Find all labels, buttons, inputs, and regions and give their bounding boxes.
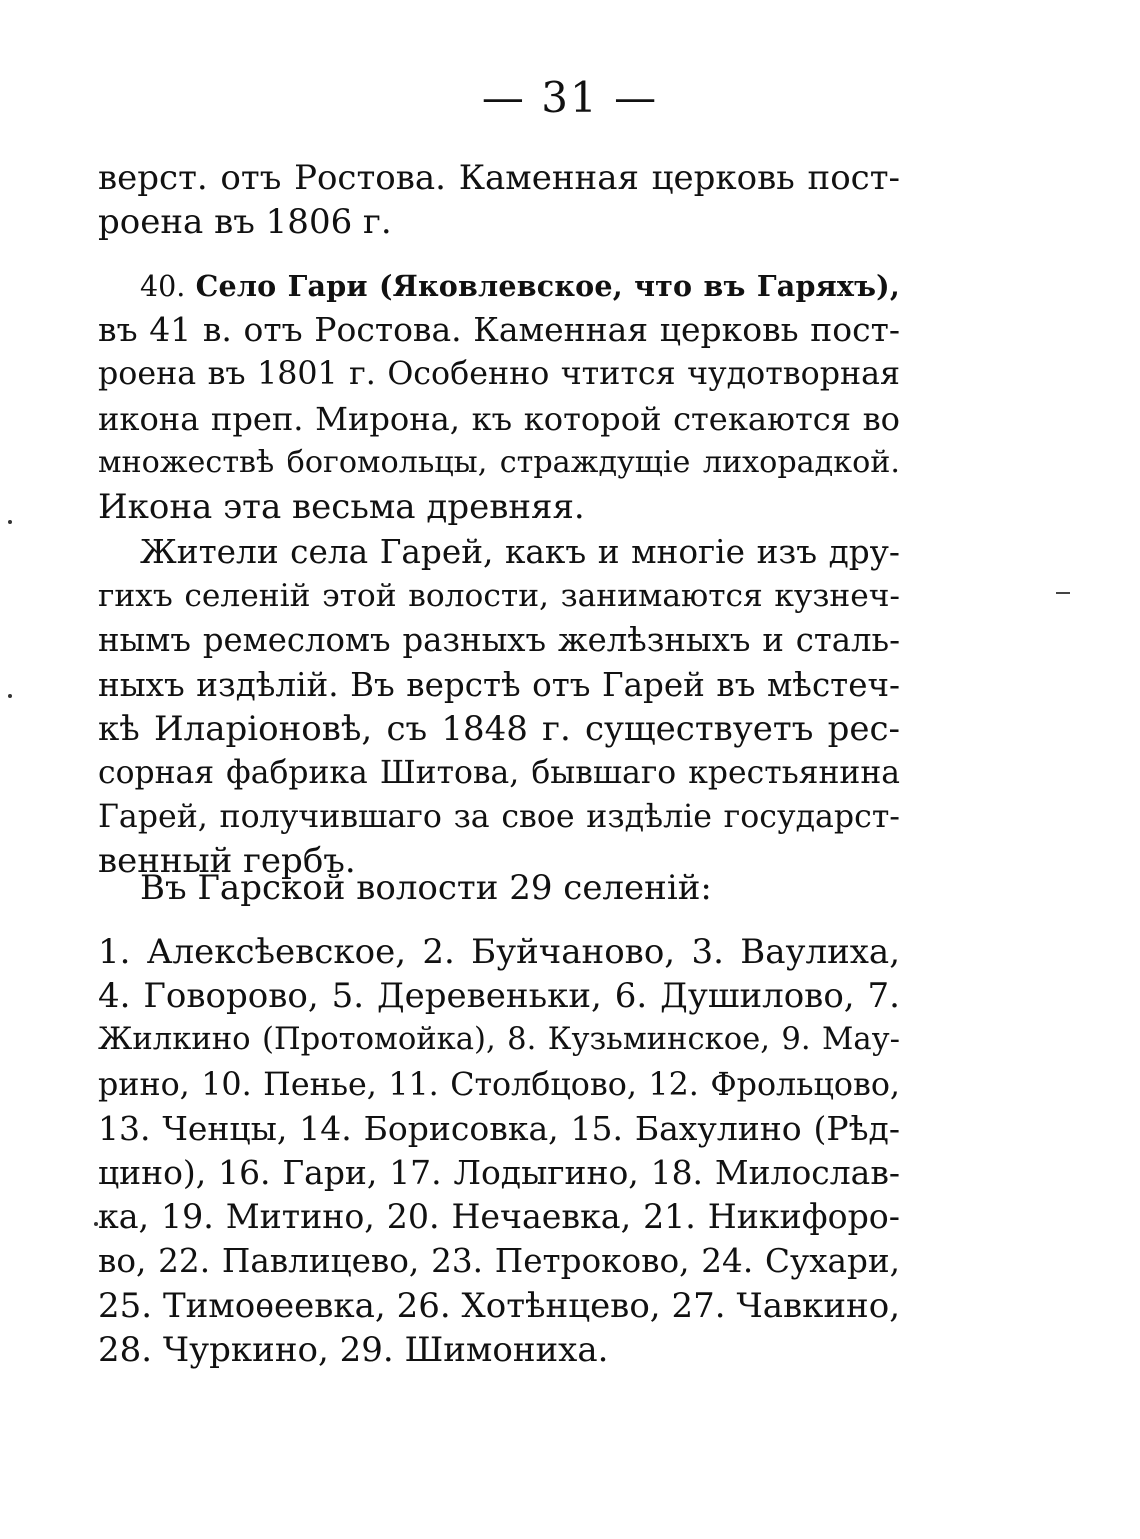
text-line: Гарей, получившаго за свое издѣліе государст- [98, 799, 900, 836]
list-line: Жилкино (Протомойка), 8. Кузьминское, 9. Мау- [98, 1022, 900, 1058]
text-line: кѣ Иларіоновѣ, съ 1848 г. существуетъ рес- [98, 708, 900, 749]
scan-speck [8, 694, 12, 698]
page-number: — 31 — [481, 73, 659, 122]
text-line: ныхъ издѣлій. Въ верстѣ отъ Гарей въ мѣстеч- [98, 665, 900, 704]
scan-speck [94, 1222, 98, 1226]
paragraph-continuation [98, 156, 900, 244]
list-line: 25. Тимоѳеевка, 26. Хотѣнцево, 27. Чавкино, [98, 1285, 900, 1326]
list-line: рино, 10. Пенье, 11. Столбцово, 12. Фрольцово, [98, 1066, 900, 1103]
paragraph-inhabitants [98, 530, 900, 884]
text-line: въ 41 в. отъ Ростова. Каменная церковь пост- [98, 310, 900, 350]
scan-mark [1056, 592, 1070, 594]
village-list [98, 930, 900, 1372]
entry-title: Село Гари (Яковлевское, что въ Гаряхъ), [195, 269, 900, 303]
list-line: ка, 19. Митино, 20. Нечаевка, 21. Никифоро- [98, 1197, 900, 1237]
text-line: гихъ селеній этой волости, занимаются кузнеч- [98, 578, 900, 615]
entry-heading [98, 264, 900, 308]
list-line: 4. Говорово, 5. Деревеньки, 6. Душилово, 7. [98, 976, 900, 1017]
text-line: роена въ 1806 г. [98, 202, 392, 243]
text-line: Жители села Гарей, какъ и многіе изъ дру- [140, 533, 900, 571]
text-line: верст. отъ Ростова. Каменная церковь пост- [98, 158, 900, 198]
text-line: роена въ 1801 г. Особенно чтится чудотворная [98, 356, 900, 393]
text-line: венный гербъ. [98, 841, 356, 882]
text-line: Въ Гарской волости 29 селеній: [140, 868, 712, 908]
entry-40 [98, 264, 900, 529]
entry-number: 40. [140, 270, 186, 303]
text-line: Икона эта весьма древняя. [98, 486, 585, 527]
list-line: цино), 16. Гари, 17. Лодыгино, 18. Милослав- [98, 1152, 900, 1192]
list-line: 13. Ченцы, 14. Борисовка, 15. Бахулино (Рѣд- [98, 1108, 900, 1148]
scan-speck [8, 520, 12, 524]
list-line: 1. Алексѣевское, 2. Буйчаново, 3. Ваулиха, [98, 932, 900, 972]
text-line: множествѣ богомольцы, страждущіе лихорадкой. [98, 444, 900, 480]
list-line: во, 22. Павлицево, 23. Петроково, 24. Сухари, [98, 1242, 900, 1281]
villages-intro [98, 866, 900, 910]
text-line: сорная фабрика Шитова, бывшаго крестьянина [98, 754, 900, 791]
text-line: икона преп. Мирона, къ которой стекаются во [98, 399, 900, 438]
list-line: 28. Чуркино, 29. Шимониха. [98, 1329, 609, 1370]
text-line: нымъ ремесломъ разныхъ желѣзныхъ и сталь- [98, 621, 900, 660]
